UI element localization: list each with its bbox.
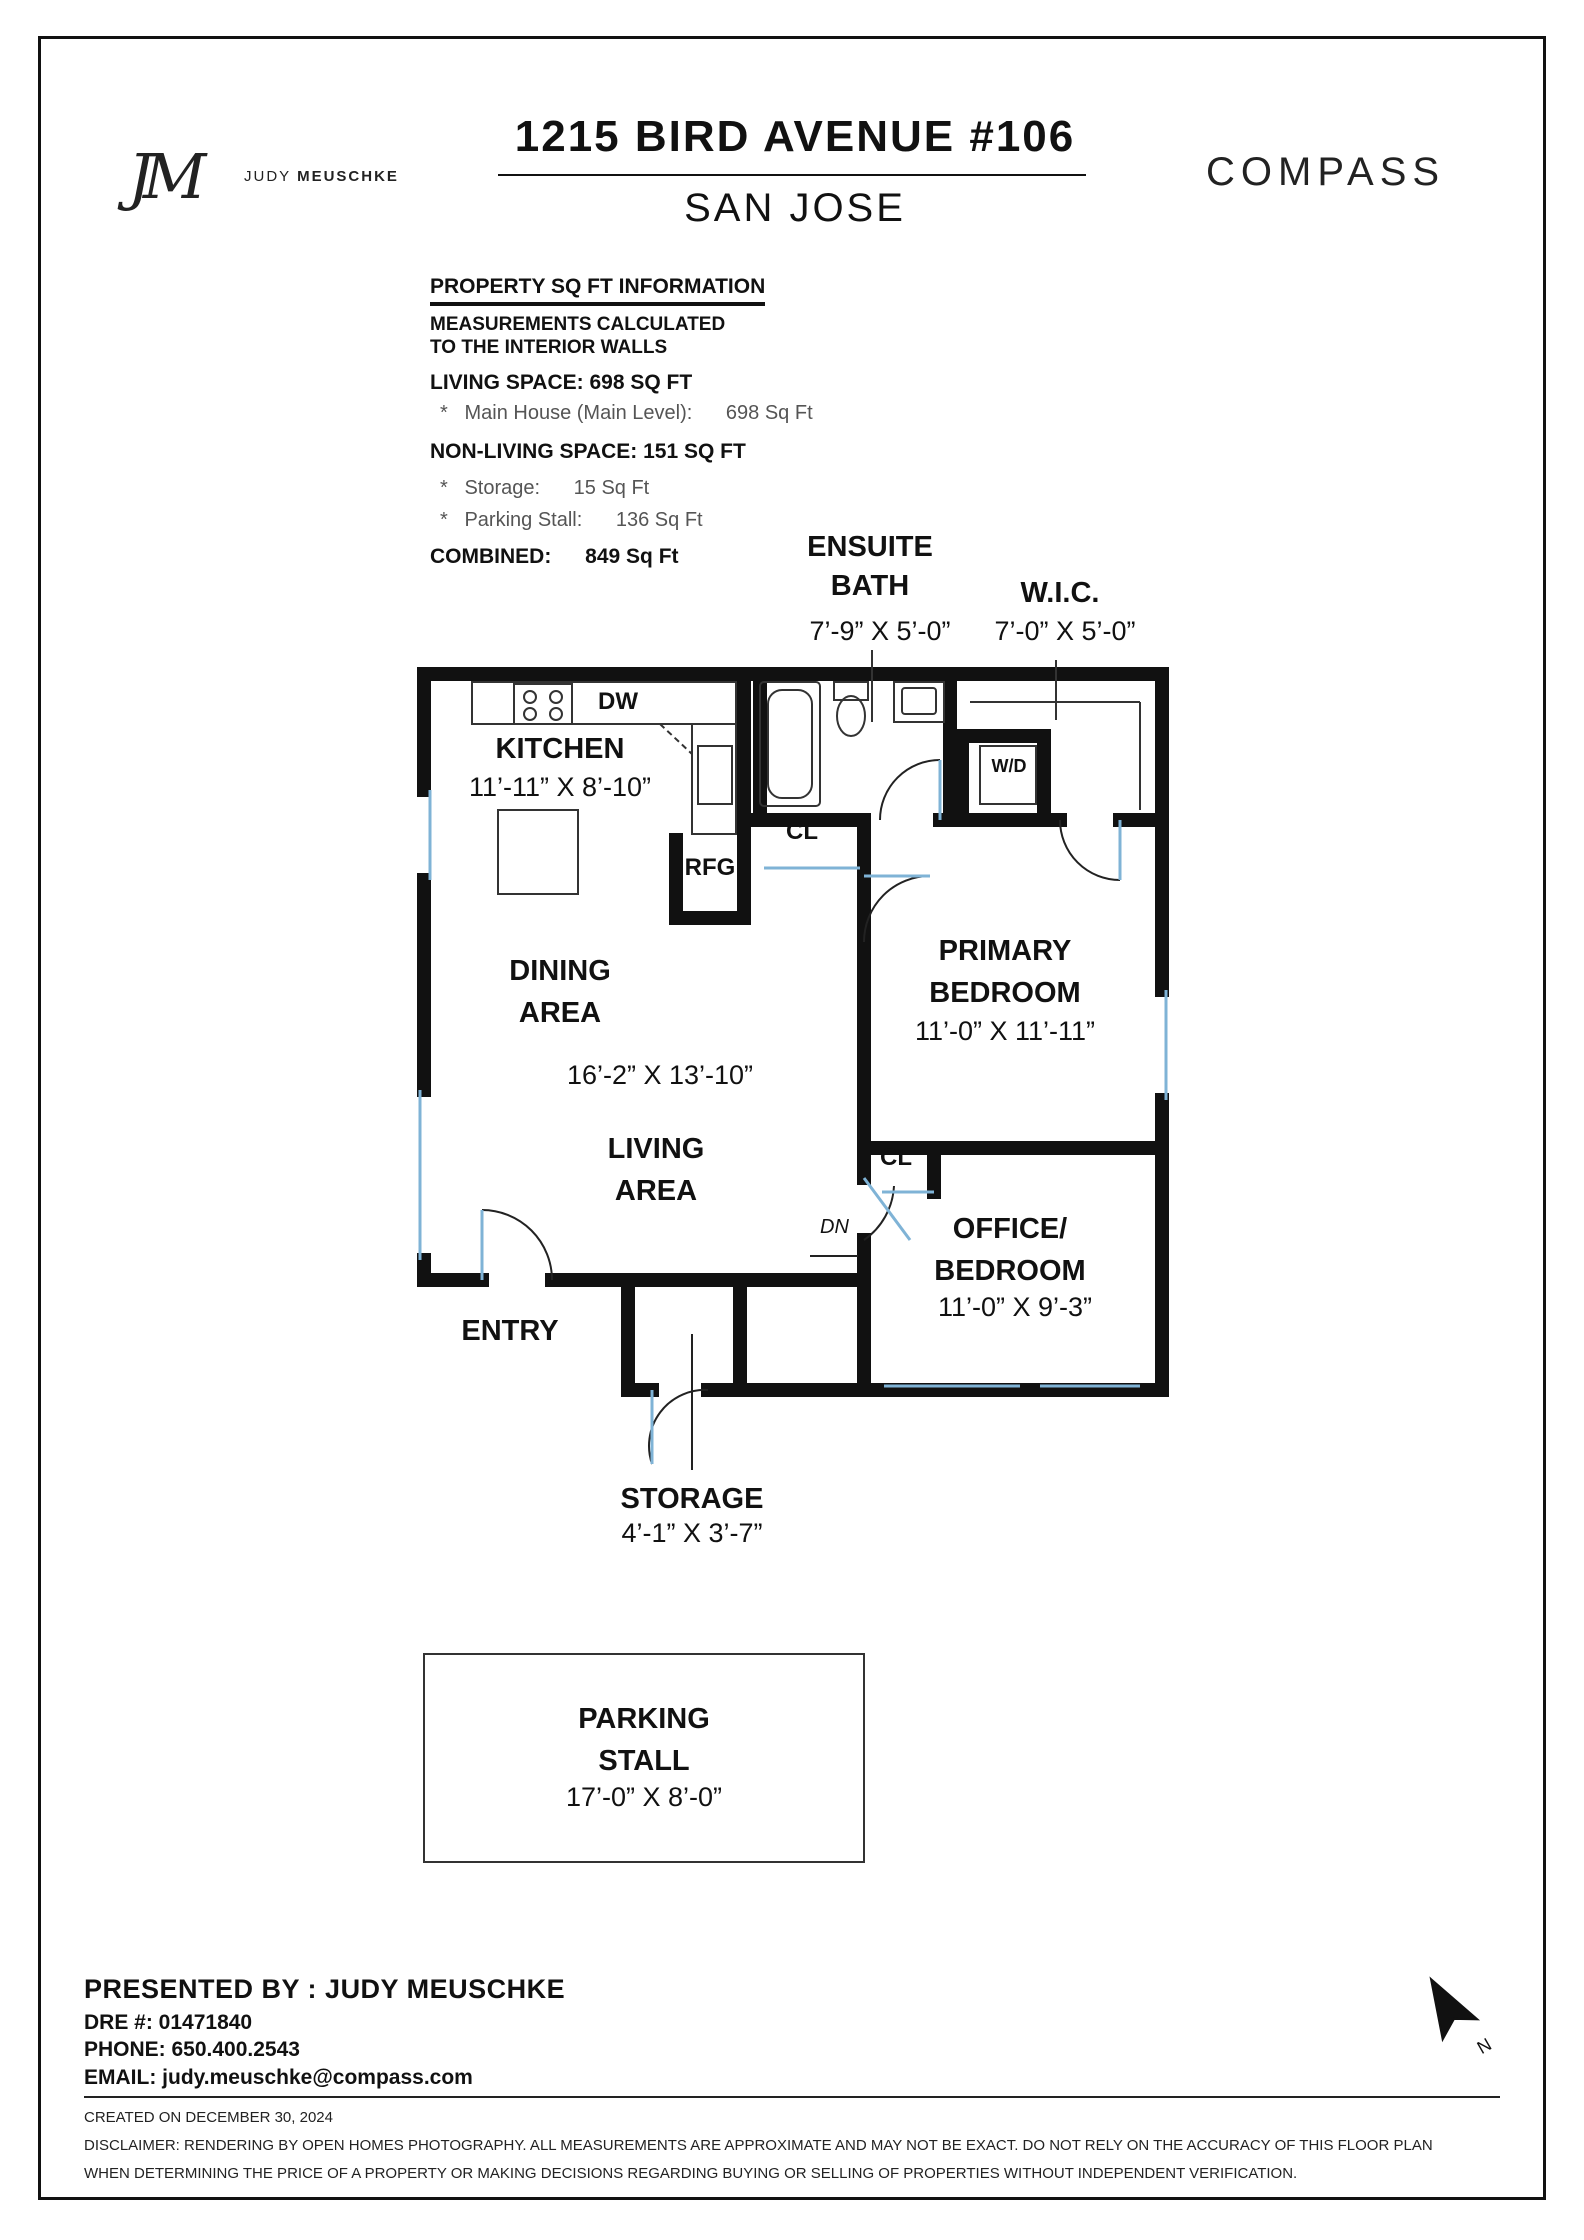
property-address: 1215 BIRD AVENUE #106 [514, 112, 1076, 161]
burner-icon [550, 691, 562, 703]
entry-door-swing [482, 1210, 552, 1280]
phone: PHONE: 650.400.2543 [84, 2038, 300, 2062]
wic-door-swing [1060, 820, 1120, 880]
storage-label: STORAGE [620, 1483, 764, 1515]
primary-line1: PRIMARY [938, 935, 1072, 967]
north-label: N [1473, 2034, 1495, 2058]
item-value: 136 Sq Ft [615, 509, 703, 532]
created-date: CREATED ON DECEMBER 30, 2024 [84, 2109, 333, 2126]
bullet: * [440, 509, 448, 532]
washer-dryer-label: W/D [991, 756, 1027, 776]
sqft-note-line1: MEASUREMENTS CALCULATED [430, 314, 726, 336]
stairs-down-label: DN [820, 1216, 849, 1238]
ensuite-label [780, 528, 960, 606]
main-area-dim: 16’-2” X 13’-10” [566, 1060, 754, 1090]
kitchen-sink-icon [698, 746, 732, 804]
bath-door-swing [880, 760, 940, 820]
office-line2: BEDROOM [934, 1255, 1086, 1288]
disclaimer-line2: WHEN DETERMINING THE PRICE OF A PROPERTY OR MAKING DECISIONS REGARDING BUYING OR SELLING OF PROPERTIES WITHOUT INDEPENDENT VERIFICATION. [84, 2164, 1298, 2182]
living-label [566, 1128, 746, 1212]
primary-label [900, 930, 1110, 1014]
ensuite-line1: ENSUITE [807, 531, 933, 563]
burner-icon [550, 708, 562, 720]
primary-dim: 11’-0” X 11’-11” [914, 1016, 1096, 1046]
burner-icon [524, 708, 536, 720]
bathtub-basin [768, 690, 812, 798]
office-closet-label: CL [880, 1144, 912, 1171]
email: EMAIL: judy.meuschke@compass.com [84, 2065, 473, 2089]
living-line2: AREA [614, 1175, 698, 1208]
logo-last-name: MEUSCHKE [297, 168, 399, 185]
counter-edge [660, 724, 692, 754]
parking-line1: PARKING [578, 1703, 710, 1735]
living-line1: LIVING [607, 1133, 705, 1165]
brand-logo: COMPASS [1206, 150, 1446, 194]
parking-dim: 17’-0” X 8’-0” [565, 1782, 723, 1812]
ensuite-dim: 7’-9” X 5’-0” [809, 616, 951, 646]
bullet: * [440, 477, 448, 500]
office-label [910, 1208, 1110, 1292]
combined-label: COMBINED: [430, 545, 552, 569]
item-label: Parking Stall: [464, 509, 583, 532]
logo-monogram: JM [128, 140, 197, 213]
presenter-block [84, 1974, 565, 2091]
footer [84, 2104, 1504, 2187]
property-city: SAN JOSE [684, 186, 906, 230]
sqft-heading: PROPERTY SQ FT INFORMATION [430, 274, 765, 306]
kitchen-label: KITCHEN [495, 733, 625, 765]
toilet-tank-icon [834, 682, 868, 700]
wic-dim: 7’-0” X 5’-0” [994, 616, 1136, 646]
bath-sink-icon [902, 688, 936, 714]
nonliving-space-heading: NON-LIVING SPACE: 151 SQ FT [430, 439, 746, 463]
parking-line2: STALL [598, 1745, 690, 1778]
living-space-heading: LIVING SPACE: 698 SQ FT [430, 370, 693, 394]
dishwasher-label: DW [598, 688, 638, 715]
kitchen-dim: 11’-11” X 8’-10” [468, 772, 652, 802]
item-label: Main House (Main Level): [464, 401, 693, 424]
burner-icon [524, 691, 536, 703]
toilet-bowl-icon [837, 696, 865, 736]
entry-label: ENTRY [461, 1315, 559, 1347]
storage-dim: 4’-1” X 3’-7” [621, 1518, 763, 1548]
closet-label: CL [786, 818, 818, 845]
dining-label [470, 950, 650, 1034]
dining-line1: DINING [509, 955, 611, 987]
disclaimer-line1: DISCLAIMER: RENDERING BY OPEN HOMES PHOTOGRAPHY. ALL MEASUREMENTS ARE APPROXIMATE AND MAY NOT BE EXACT. DO NOT RELY ON THE ACCURACY OF THIS FLOOR PLAN [84, 2136, 1433, 2154]
primary-line2: BEDROOM [929, 977, 1081, 1010]
refrigerator-label: RFG [684, 854, 736, 881]
sqft-note-line2: TO THE INTERIOR WALLS [430, 336, 668, 358]
bullet: * [440, 401, 448, 424]
parking-label [544, 1698, 744, 1782]
item-value: 698 Sq Ft [725, 401, 813, 424]
item-label: Storage: [464, 477, 541, 500]
office-dim: 11’-0” X 9’-3” [937, 1292, 1093, 1322]
dining-line2: AREA [518, 997, 602, 1030]
north-arrow-icon [1414, 1969, 1478, 2039]
dre-number: DRE #: 01471840 [84, 2011, 253, 2034]
stove-icon [514, 684, 572, 724]
item-value: 15 Sq Ft [573, 477, 650, 500]
combined-value: 849 Sq Ft [585, 545, 679, 569]
office-line1: OFFICE/ [952, 1213, 1068, 1245]
kitchen-island [498, 810, 578, 894]
ensuite-line2: BATH [830, 570, 910, 603]
footer-divider [84, 2096, 1500, 2098]
north-arrow-shape [1414, 1969, 1478, 2039]
logo-first-name: JUDY [244, 168, 291, 185]
storage-door-swing [649, 1390, 708, 1464]
office-door-leaf [864, 1178, 910, 1240]
wic-label: W.I.C. [1020, 577, 1100, 609]
presented-by: PRESENTED BY : JUDY MEUSCHKE [84, 1974, 566, 2004]
